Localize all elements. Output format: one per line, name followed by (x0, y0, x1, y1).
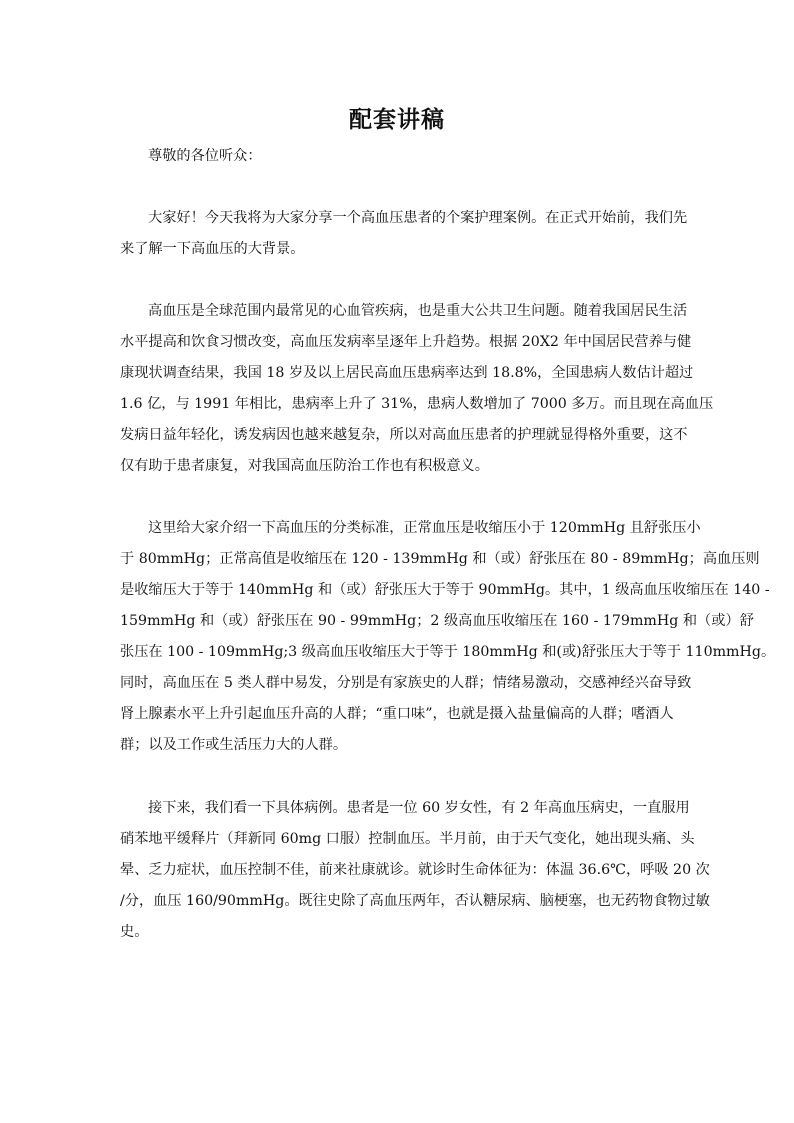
greeting (120, 141, 690, 172)
paragraph-line: 接下来，我们看一下具体病例。患者是一位 60 岁女性，有 2 年高血压病史，一直服用 (148, 800, 690, 816)
greeting-line: 尊敬的各位听众： (148, 148, 262, 164)
paragraph-line: 肾上腺素水平上升引起血压升高的人群；“重口味”，也就是摄入盐量偏高的人群；嗜酒人 (120, 706, 674, 722)
paragraph-line: 来了解一下高血压的大背景。 (120, 241, 305, 257)
paragraph-line: 同时，高血压在 5 类人群中易发，分别是有家族史的人群；情绪易激动，交感神经兴奋导致 (120, 675, 692, 691)
paragraph-line: 晕、乏力症状，血压控制不佳，前来社康就诊。就诊时生命体征为：体温 36.6℃，呼吸 20 次 (120, 862, 710, 878)
paragraph-line: 仅有助于患者康复，对我国高血压防治工作也有积极意义。 (120, 458, 489, 474)
paragraph-intro (120, 203, 690, 265)
paragraph-line: 硝苯地平缓释片（拜新同 60mg 口服）控制血压。半月前，由于天气变化，她出现头痛、头 (120, 831, 695, 847)
paragraph-line: 是收缩压大于等于 140mmHg 和（或）舒张压大于等于 90mmHg。其中，1 级高血压收缩压在 140 - (120, 582, 770, 598)
paragraph-line: 大家好！今天我将为大家分享一个高血压患者的个案护理案例。在正式开始前，我们先 (148, 210, 688, 226)
paragraph-line: 发病日益年轻化，诱发病因也越来越复杂，所以对高血压患者的护理就显得格外重要，这不 (120, 427, 688, 443)
paragraph-classification (120, 513, 776, 761)
paragraph-line: 康现状调查结果，我国 18 岁及以上居民高血压患病率达到 18.8%，全国患病人数估计超过 (120, 365, 694, 381)
paragraph-line: 这里给大家介绍一下高血压的分类标准，正常血压是收缩压小于 120mmHg 且舒张压小 (148, 520, 701, 536)
paragraph-line: 群；以及工作或生活压力大的人群。 (120, 737, 348, 753)
paragraph-line: 高血压是全球范围内最常见的心血管疾病，也是重大公共卫生问题。随着我国居民生活 (148, 303, 688, 319)
paragraph-background (120, 296, 714, 482)
paragraph-line: 于 80mmHg；正常高值是收缩压在 120 - 139mmHg 和（或）舒张压在 80 - 89mmHg；高血压则 (120, 551, 760, 567)
paragraph-line: 史。 (120, 924, 149, 940)
paragraph-line: /分，血压 160/90mmHg。既往史除了高血压两年，否认糖尿病、脑梗塞，也无药物食物过敏 (120, 893, 710, 909)
document-title: 配套讲稿 (349, 106, 445, 133)
paragraph-case (120, 793, 710, 948)
paragraph-line: 1.6 亿，与 1991 年相比，患病率上升了 31%，患病人数增加了 7000 多万。而且现在高血压 (120, 396, 714, 412)
paragraph-line: 水平提高和饮食习惯改变，高血压发病率呈逐年上升趋势。根据 20X2 年中国居民营养与健 (120, 334, 692, 350)
paragraph-line: 张压在 100 - 109mmHg;3 级高血压收缩压大于等于 180mmHg 和(或)舒张压大于等于 110mmHg。 (120, 644, 776, 660)
paragraph-line: 159mmHg 和（或）舒张压在 90 - 99mmHg；2 级高血压收缩压在 160 - 179mmHg 和（或）舒 (120, 613, 754, 629)
